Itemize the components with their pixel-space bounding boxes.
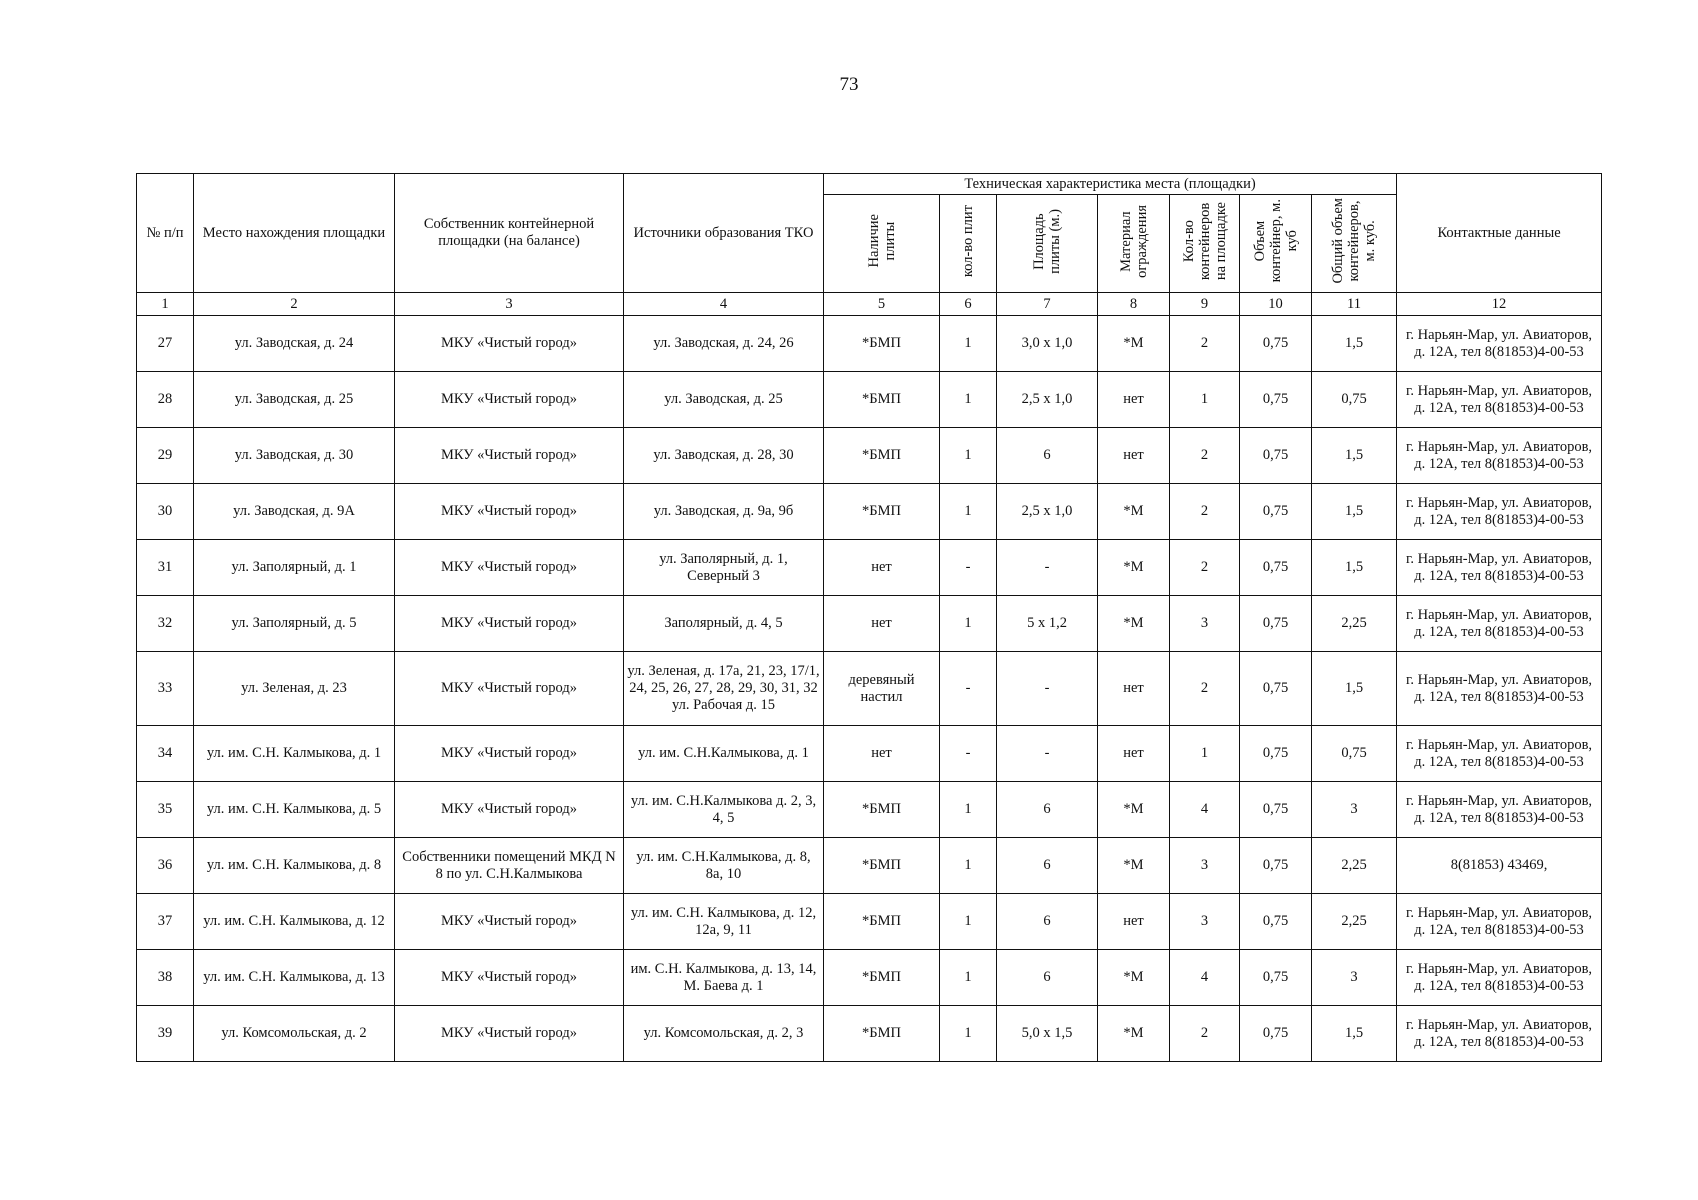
row-slab-count: 1 bbox=[940, 596, 997, 652]
row-total-volume: 0,75 bbox=[1312, 372, 1397, 428]
row-slab-presence: *БМП bbox=[824, 372, 940, 428]
row-total-volume: 1,5 bbox=[1312, 652, 1397, 726]
row-container-count: 2 bbox=[1170, 316, 1240, 372]
row-container-count: 2 bbox=[1170, 540, 1240, 596]
row-contacts: г. Нарьян-Мар, ул. Авиаторов, д. 12А, тел 8(81853)4-00-53 bbox=[1397, 596, 1602, 652]
table-row bbox=[137, 782, 1602, 838]
row-sources: ул. Заводская, д. 24, 26 bbox=[624, 316, 824, 372]
row-location: ул. Заводская, д. 24 bbox=[194, 316, 395, 372]
table-row bbox=[137, 726, 1602, 782]
row-fence-material: *М bbox=[1098, 484, 1170, 540]
row-slab-area: 5,0 х 1,5 bbox=[997, 1006, 1098, 1062]
row-total-volume: 1,5 bbox=[1312, 428, 1397, 484]
row-sources: ул. Комсомольская, д. 2, 3 bbox=[624, 1006, 824, 1062]
row-sources: Заполярный, д. 4, 5 bbox=[624, 596, 824, 652]
row-slab-count: - bbox=[940, 652, 997, 726]
row-fence-material: *М bbox=[1098, 596, 1170, 652]
row-fence-material: *М bbox=[1098, 316, 1170, 372]
row-container-count: 2 bbox=[1170, 1006, 1240, 1062]
row-contacts: г. Нарьян-Мар, ул. Авиаторов, д. 12А, тел 8(81853)4-00-53 bbox=[1397, 950, 1602, 1006]
row-location: ул. им. С.Н. Калмыкова, д. 8 bbox=[194, 838, 395, 894]
column-number: 4 bbox=[624, 293, 824, 316]
row-slab-area: 2,5 х 1,0 bbox=[997, 484, 1098, 540]
table-row bbox=[137, 372, 1602, 428]
row-slab-count: 1 bbox=[940, 782, 997, 838]
row-container-count: 1 bbox=[1170, 726, 1240, 782]
row-owner: МКУ «Чистый город» bbox=[395, 726, 624, 782]
row-slab-area: - bbox=[997, 652, 1098, 726]
row-location: ул. им. С.Н. Калмыкова, д. 12 bbox=[194, 894, 395, 950]
row-contacts: г. Нарьян-Мар, ул. Авиаторов, д. 12А, тел 8(81853)4-00-53 bbox=[1397, 484, 1602, 540]
row-slab-count: 1 bbox=[940, 1006, 997, 1062]
row-total-volume: 1,5 bbox=[1312, 1006, 1397, 1062]
row-slab-count: 1 bbox=[940, 372, 997, 428]
column-number: 10 bbox=[1240, 293, 1312, 316]
row-number: 29 bbox=[137, 428, 194, 484]
row-owner: МКУ «Чистый город» bbox=[395, 1006, 624, 1062]
row-fence-material: нет bbox=[1098, 726, 1170, 782]
row-location: ул. им. С.Н. Калмыкова, д. 13 bbox=[194, 950, 395, 1006]
row-number: 37 bbox=[137, 894, 194, 950]
header-technical-group: Техническая характеристика места (площадки) bbox=[824, 174, 1397, 195]
row-location: ул. им. С.Н. Калмыкова, д. 5 bbox=[194, 782, 395, 838]
header-slab-count: кол-во плит bbox=[940, 195, 997, 293]
row-container-count: 2 bbox=[1170, 652, 1240, 726]
row-number: 39 bbox=[137, 1006, 194, 1062]
row-slab-count: 1 bbox=[940, 484, 997, 540]
row-slab-count: - bbox=[940, 726, 997, 782]
table-row bbox=[137, 838, 1602, 894]
row-slab-presence: *БМП bbox=[824, 316, 940, 372]
row-sources: ул. Заполярный, д. 1, Северный 3 bbox=[624, 540, 824, 596]
row-slab-area: 6 bbox=[997, 950, 1098, 1006]
row-sources: ул. Заводская, д. 28, 30 bbox=[624, 428, 824, 484]
row-slab-area: 6 bbox=[997, 838, 1098, 894]
row-slab-count: - bbox=[940, 540, 997, 596]
column-number: 2 bbox=[194, 293, 395, 316]
row-fence-material: нет bbox=[1098, 428, 1170, 484]
row-fence-material: нет bbox=[1098, 894, 1170, 950]
table-row bbox=[137, 596, 1602, 652]
row-container-volume: 0,75 bbox=[1240, 484, 1312, 540]
row-slab-area: 2,5 х 1,0 bbox=[997, 372, 1098, 428]
row-slab-presence: деревяный настил bbox=[824, 652, 940, 726]
row-number: 30 bbox=[137, 484, 194, 540]
waste-sites-table bbox=[136, 173, 1602, 1062]
row-slab-presence: нет bbox=[824, 596, 940, 652]
row-slab-count: 1 bbox=[940, 316, 997, 372]
row-slab-area: - bbox=[997, 540, 1098, 596]
column-number: 3 bbox=[395, 293, 624, 316]
row-contacts: г. Нарьян-Мар, ул. Авиаторов, д. 12А, тел 8(81853)4-00-53 bbox=[1397, 1006, 1602, 1062]
page-number: 73 bbox=[839, 74, 859, 95]
column-number: 5 bbox=[824, 293, 940, 316]
row-fence-material: *М bbox=[1098, 782, 1170, 838]
row-owner: МКУ «Чистый город» bbox=[395, 950, 624, 1006]
header-container-volume: Объем контейнер, м. куб bbox=[1240, 195, 1312, 293]
row-total-volume: 1,5 bbox=[1312, 316, 1397, 372]
row-sources: ул. им. С.Н.Калмыкова д. 2, 3, 4, 5 bbox=[624, 782, 824, 838]
header-slab-area: Площадь плиты (м.) bbox=[997, 195, 1098, 293]
row-owner: МКУ «Чистый город» bbox=[395, 894, 624, 950]
table-row bbox=[137, 894, 1602, 950]
row-slab-presence: *БМП bbox=[824, 484, 940, 540]
row-number: 27 bbox=[137, 316, 194, 372]
row-container-volume: 0,75 bbox=[1240, 894, 1312, 950]
row-contacts: г. Нарьян-Мар, ул. Авиаторов, д. 12А, тел 8(81853)4-00-53 bbox=[1397, 894, 1602, 950]
table-row bbox=[137, 316, 1602, 372]
row-total-volume: 2,25 bbox=[1312, 894, 1397, 950]
row-fence-material: *М bbox=[1098, 540, 1170, 596]
row-container-volume: 0,75 bbox=[1240, 1006, 1312, 1062]
row-owner: МКУ «Чистый город» bbox=[395, 782, 624, 838]
column-numbers-row bbox=[137, 293, 1602, 316]
row-number: 32 bbox=[137, 596, 194, 652]
row-sources: ул. Зеленая, д. 17а, 21, 23, 17/1, 24, 25, 26, 27, 28, 29, 30, 31, 32 ул. Рабочая д. 15 bbox=[624, 652, 824, 726]
table-row bbox=[137, 540, 1602, 596]
row-container-count: 1 bbox=[1170, 372, 1240, 428]
row-sources: ул. Заводская, д. 25 bbox=[624, 372, 824, 428]
table-row bbox=[137, 428, 1602, 484]
row-owner: МКУ «Чистый город» bbox=[395, 428, 624, 484]
header-location: Место нахождения площадки bbox=[194, 174, 395, 293]
header-owner: Собственник контейнерной площадки (на балансе) bbox=[395, 174, 624, 293]
column-number: 8 bbox=[1098, 293, 1170, 316]
row-location: ул. Заполярный, д. 1 bbox=[194, 540, 395, 596]
row-fence-material: *М bbox=[1098, 838, 1170, 894]
table-row bbox=[137, 484, 1602, 540]
row-location: ул. Комсомольская, д. 2 bbox=[194, 1006, 395, 1062]
row-contacts: г. Нарьян-Мар, ул. Авиаторов, д. 12А, тел 8(81853)4-00-53 bbox=[1397, 540, 1602, 596]
row-container-volume: 0,75 bbox=[1240, 652, 1312, 726]
row-container-volume: 0,75 bbox=[1240, 726, 1312, 782]
row-total-volume: 3 bbox=[1312, 950, 1397, 1006]
header-num: № п/п bbox=[137, 174, 194, 293]
row-contacts: г. Нарьян-Мар, ул. Авиаторов, д. 12А, тел 8(81853)4-00-53 bbox=[1397, 782, 1602, 838]
row-location: ул. Заводская, д. 9А bbox=[194, 484, 395, 540]
row-slab-count: 1 bbox=[940, 428, 997, 484]
row-container-count: 3 bbox=[1170, 894, 1240, 950]
row-location: ул. Заполярный, д. 5 bbox=[194, 596, 395, 652]
row-number: 35 bbox=[137, 782, 194, 838]
column-number: 1 bbox=[137, 293, 194, 316]
row-contacts: 8(81853) 43469, bbox=[1397, 838, 1602, 894]
row-total-volume: 2,25 bbox=[1312, 838, 1397, 894]
row-slab-presence: *БМП bbox=[824, 1006, 940, 1062]
row-container-volume: 0,75 bbox=[1240, 372, 1312, 428]
row-container-volume: 0,75 bbox=[1240, 950, 1312, 1006]
row-total-volume: 3 bbox=[1312, 782, 1397, 838]
row-slab-area: 3,0 х 1,0 bbox=[997, 316, 1098, 372]
row-number: 28 bbox=[137, 372, 194, 428]
row-sources: ул. им. С.Н.Калмыкова, д. 1 bbox=[624, 726, 824, 782]
row-owner: МКУ «Чистый город» bbox=[395, 316, 624, 372]
row-contacts: г. Нарьян-Мар, ул. Авиаторов, д. 12А, тел 8(81853)4-00-53 bbox=[1397, 316, 1602, 372]
row-fence-material: нет bbox=[1098, 652, 1170, 726]
row-owner: Собственники помещений МКД N 8 по ул. С.Н.Калмыкова bbox=[395, 838, 624, 894]
row-contacts: г. Нарьян-Мар, ул. Авиаторов, д. 12А, тел 8(81853)4-00-53 bbox=[1397, 372, 1602, 428]
row-fence-material: *М bbox=[1098, 1006, 1170, 1062]
row-container-volume: 0,75 bbox=[1240, 782, 1312, 838]
header-contacts: Контактные данные bbox=[1397, 174, 1602, 293]
row-total-volume: 1,5 bbox=[1312, 484, 1397, 540]
row-container-count: 2 bbox=[1170, 484, 1240, 540]
row-slab-area: - bbox=[997, 726, 1098, 782]
row-contacts: г. Нарьян-Мар, ул. Авиаторов, д. 12А, тел 8(81853)4-00-53 bbox=[1397, 428, 1602, 484]
header-fence-material: Материал ограждения bbox=[1098, 195, 1170, 293]
row-slab-count: 1 bbox=[940, 950, 997, 1006]
row-container-count: 4 bbox=[1170, 782, 1240, 838]
row-container-volume: 0,75 bbox=[1240, 838, 1312, 894]
row-slab-presence: *БМП bbox=[824, 950, 940, 1006]
header-sources: Источники образования ТКО bbox=[624, 174, 824, 293]
row-location: ул. Заводская, д. 25 bbox=[194, 372, 395, 428]
row-contacts: г. Нарьян-Мар, ул. Авиаторов, д. 12А, тел 8(81853)4-00-53 bbox=[1397, 726, 1602, 782]
row-fence-material: *М bbox=[1098, 950, 1170, 1006]
header-row-group bbox=[137, 174, 1602, 195]
row-sources: ул. им. С.Н. Калмыкова, д. 12, 12а, 9, 11 bbox=[624, 894, 824, 950]
row-number: 31 bbox=[137, 540, 194, 596]
row-slab-presence: *БМП bbox=[824, 894, 940, 950]
row-total-volume: 0,75 bbox=[1312, 726, 1397, 782]
row-slab-presence: *БМП bbox=[824, 782, 940, 838]
row-number: 38 bbox=[137, 950, 194, 1006]
table-body bbox=[137, 293, 1602, 1062]
row-location: ул. Заводская, д. 30 bbox=[194, 428, 395, 484]
row-owner: МКУ «Чистый город» bbox=[395, 540, 624, 596]
column-number: 12 bbox=[1397, 293, 1602, 316]
row-slab-presence: *БМП bbox=[824, 838, 940, 894]
column-number: 6 bbox=[940, 293, 997, 316]
row-container-volume: 0,75 bbox=[1240, 428, 1312, 484]
row-sources: ул. Заводская, д. 9а, 9б bbox=[624, 484, 824, 540]
row-container-count: 3 bbox=[1170, 838, 1240, 894]
row-container-volume: 0,75 bbox=[1240, 540, 1312, 596]
table-row bbox=[137, 950, 1602, 1006]
column-number: 11 bbox=[1312, 293, 1397, 316]
column-number: 7 bbox=[997, 293, 1098, 316]
header-container-count: Кол-во контейнеров на площадке bbox=[1170, 195, 1240, 293]
row-number: 34 bbox=[137, 726, 194, 782]
row-slab-count: 1 bbox=[940, 894, 997, 950]
row-owner: МКУ «Чистый город» bbox=[395, 596, 624, 652]
row-slab-presence: нет bbox=[824, 540, 940, 596]
row-owner: МКУ «Чистый город» bbox=[395, 652, 624, 726]
row-container-count: 4 bbox=[1170, 950, 1240, 1006]
row-number: 33 bbox=[137, 652, 194, 726]
row-location: ул. им. С.Н. Калмыкова, д. 1 bbox=[194, 726, 395, 782]
row-fence-material: нет bbox=[1098, 372, 1170, 428]
table-row bbox=[137, 652, 1602, 726]
row-owner: МКУ «Чистый город» bbox=[395, 372, 624, 428]
row-container-count: 3 bbox=[1170, 596, 1240, 652]
row-slab-presence: нет bbox=[824, 726, 940, 782]
row-slab-presence: *БМП bbox=[824, 428, 940, 484]
row-slab-area: 6 bbox=[997, 894, 1098, 950]
row-container-count: 2 bbox=[1170, 428, 1240, 484]
row-slab-area: 6 bbox=[997, 782, 1098, 838]
row-total-volume: 1,5 bbox=[1312, 540, 1397, 596]
row-slab-area: 5 х 1,2 bbox=[997, 596, 1098, 652]
row-slab-area: 6 bbox=[997, 428, 1098, 484]
table-row bbox=[137, 1006, 1602, 1062]
row-total-volume: 2,25 bbox=[1312, 596, 1397, 652]
row-location: ул. Зеленая, д. 23 bbox=[194, 652, 395, 726]
row-slab-count: 1 bbox=[940, 838, 997, 894]
row-contacts: г. Нарьян-Мар, ул. Авиаторов, д. 12А, тел 8(81853)4-00-53 bbox=[1397, 652, 1602, 726]
row-number: 36 bbox=[137, 838, 194, 894]
row-sources: им. С.Н. Калмыкова, д. 13, 14, М. Баева д. 1 bbox=[624, 950, 824, 1006]
row-container-volume: 0,75 bbox=[1240, 596, 1312, 652]
row-sources: ул. им. С.Н.Калмыкова, д. 8, 8а, 10 bbox=[624, 838, 824, 894]
header-slab-presence: Наличие плиты bbox=[824, 195, 940, 293]
column-number: 9 bbox=[1170, 293, 1240, 316]
header-total-volume: Общий объем контейнеров, м. куб. bbox=[1312, 195, 1397, 293]
row-container-volume: 0,75 bbox=[1240, 316, 1312, 372]
row-owner: МКУ «Чистый город» bbox=[395, 484, 624, 540]
